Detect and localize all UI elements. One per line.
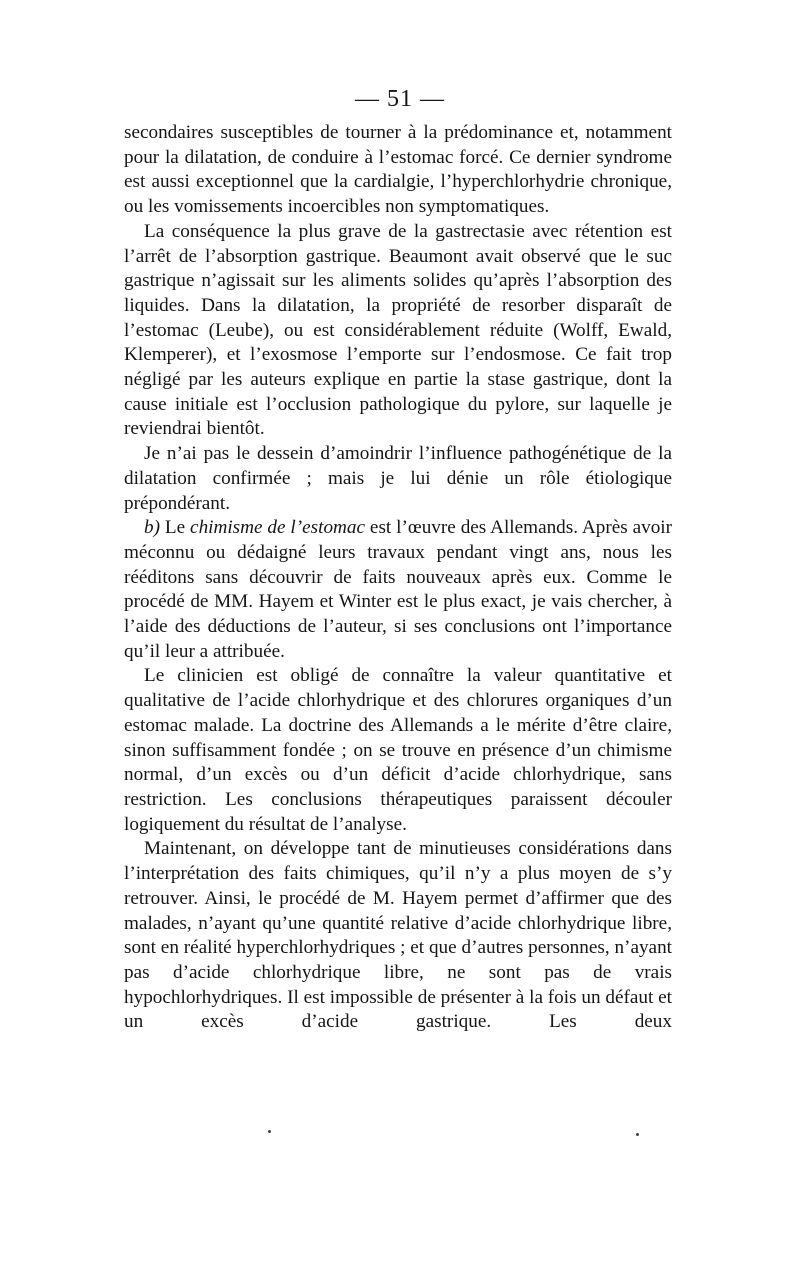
print-speck: [268, 1130, 271, 1133]
paragraph-5: Le clinicien est obligé de connaître la valeur quantitative et qualitative de l’acide chlorhydrique et des chlorures organiques d’un estomac malade. La doctrine des Allemands a le mérite d’être claire, sinon suffisamment fondée ; on se trouve en présence d’un chimisme normal, d’un excès ou d’un déficit d’acide chlorhydrique, sans restriction. Les conclusions thérapeutiques paraissent découler logiquement du résultat de l’analyse.: [124, 665, 672, 835]
paragraph-4-prefix: Le: [164, 517, 186, 539]
page-number: — 51 —: [355, 86, 445, 112]
paragraph-2: La conséquence la plus grave de la gastrectasie avec rétention est l’arrêt de l’absorption gastrique. Beaumont avait observé que le suc gastrique n’agissait sur les aliments solides qu’après l’absorption des liquides. Dans la dilatation, la propriété de resorber disparaît de l’estomac (Leube), ou est considérablement réduite (Wolff, Ewald, Klemperer), et l’exosmose l’emporte sur l’endosmose. Ce fait trop négligé par les auteurs explique en partie la stase gastrique, dont la cause initiale est l’occlusion pathologique du pylore, sur laquelle je reviendrai bientôt.: [124, 220, 672, 440]
paragraph-6: Maintenant, on développe tant de minutieuses considérations dans l’interprétation des faits chimiques, qu’il n’y a plus moyen de s’y retrouver. Ainsi, le procédé de M. Hayem permet d’affirmer que des malades, n’ayant qu’une quantité relative d’acide chlorhydrique libre, sont en réalité hyperchlorhydriques ; et que d’autres personnes, n’ayant pas d’acide chlorhydrique libre, ne sont pas de vrais hypochlorhydriques. Il est impossible de présenter à la fois un défaut et un excès d’acide gastrique. Les deux: [124, 838, 672, 1033]
paragraph-4-body: est l’œuvre des Allemands. Après avoir méconnu ou dédaigné leurs travaux pendant vingt ans, nous les rééditons sans découvrir de faits nouveaux après eux. Comme le procédé de MM. Hayem et Winter est le plus exact, je vais chercher, à l’aide des déductions de l’auteur, si ses conclusions ont l’importance qu’il leur a attribuée.: [124, 517, 673, 662]
section-label: b): [144, 517, 160, 539]
body-text: [124, 121, 672, 1035]
section-title-italic: chimisme de l’estomac: [190, 517, 366, 539]
paragraph-1: secondaires susceptibles de tourner à la prédominance et, notamment pour la dilatation, de conduire à l’estomac forcé. Ce dernier syndrome est aussi exceptionnel que la cardialgie, l’hyperchlorhydrie chronique, ou les vomissements incoercibles non symptomatiques.: [124, 122, 672, 218]
print-speck: [636, 1133, 639, 1136]
paragraph-4: [124, 516, 672, 664]
paragraph-3: Je n’ai pas le dessein d’amoindrir l’influence pathogénétique de la dilatation confirmée ; mais je lui dénie un rôle étiologique prépondérant.: [124, 443, 672, 514]
